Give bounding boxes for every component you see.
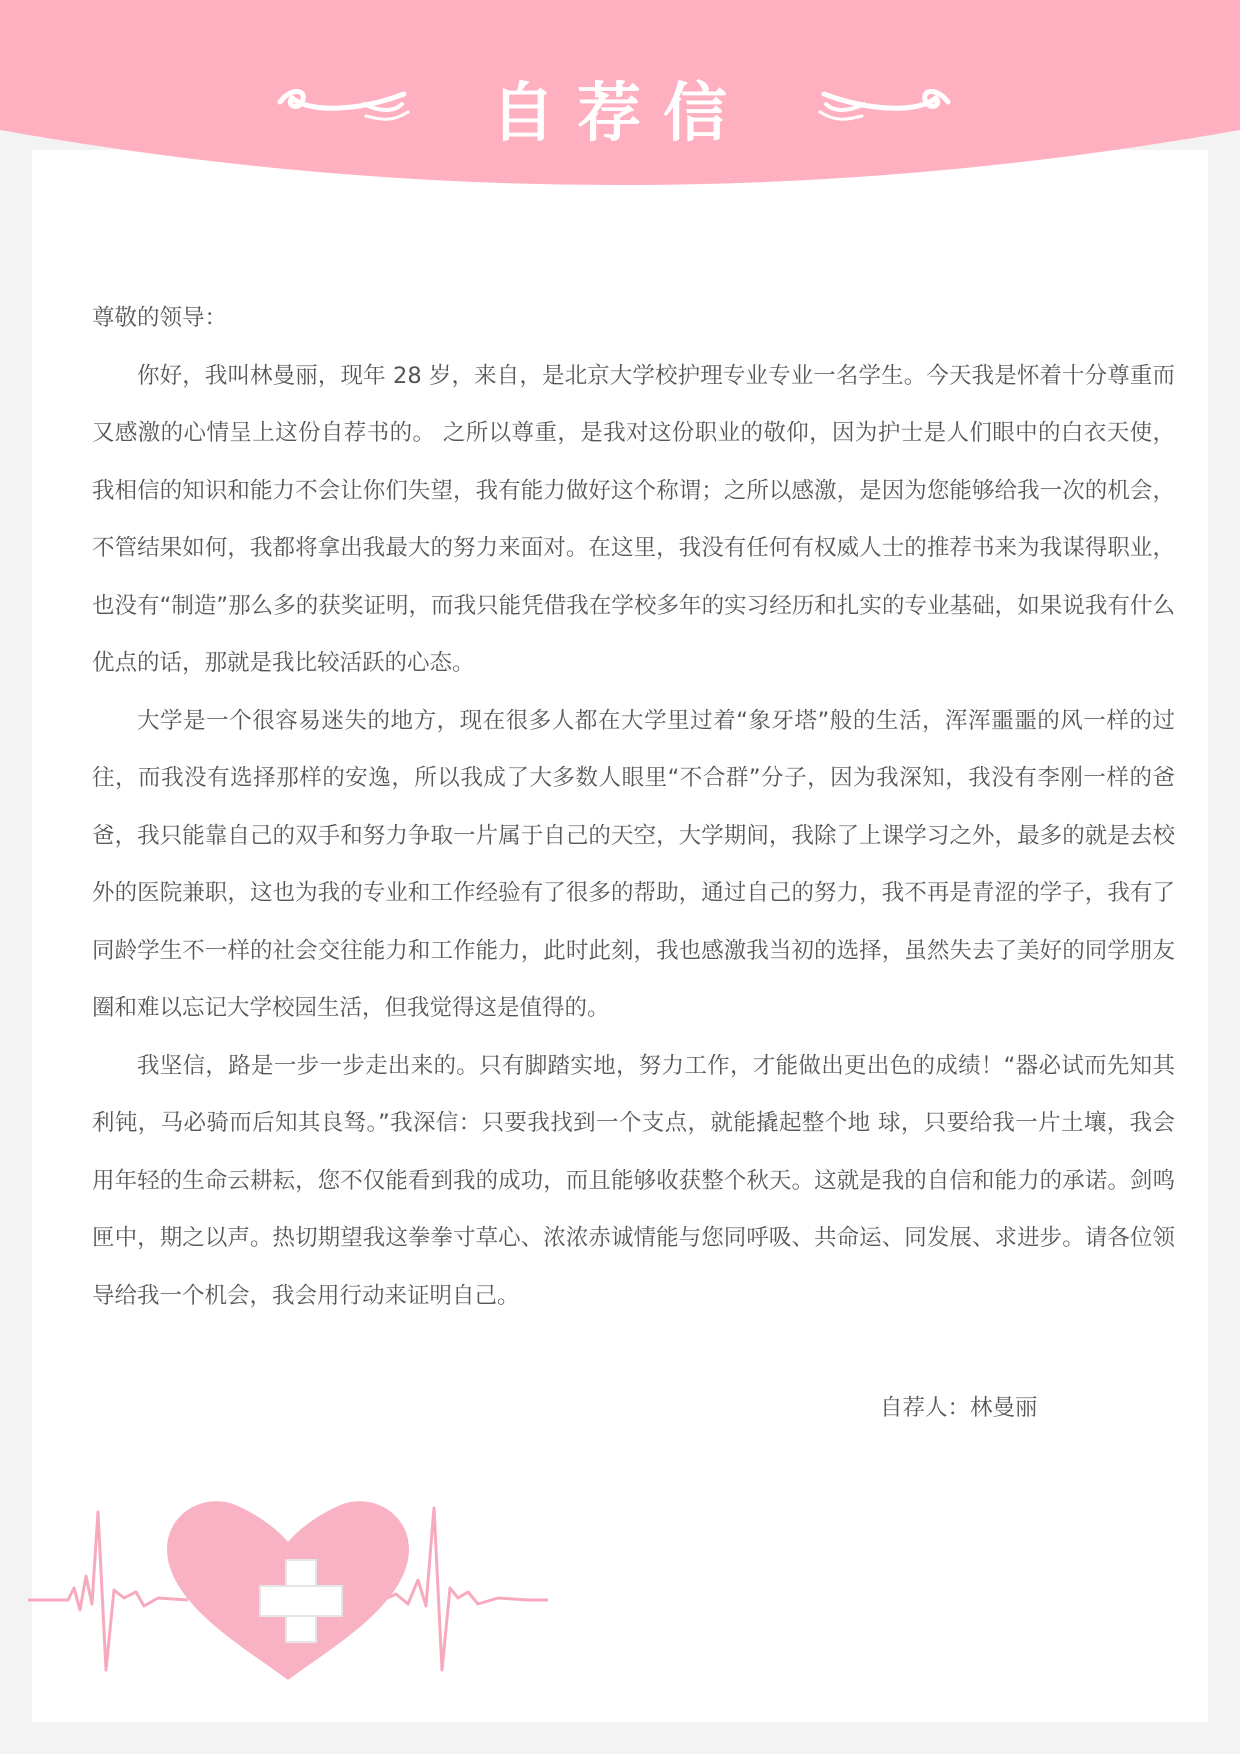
- paragraph-3: 我坚信，路是一步一步走出来的。只有脚踏实地，努力工作，才能做出更出色的成绩！“器必试而先知其利钝，马必骑而后知其良驽。”我深信：只要我找到一个支点，就能撬起整个地 球，只要给我一片土壤，我会用年轻的生命云耕耘，您不仅能看到我的成功，而且能够收获整个秋天。这就是我的自信和能力的承诺。剑鸣匣中，期之以声。热切期望我这拳拳寸草心、浓浓赤诚情能与您同呼吸、共命运、同发展、求进步。请各位领导给我一个机会，我会用行动来证明自己。: [92, 1052, 1175, 1309]
- left-flourish-icon: [272, 80, 412, 130]
- right-flourish-icon: [816, 80, 956, 130]
- signature: 自荐人：林曼丽: [880, 1395, 1038, 1421]
- paragraph-1: 你好，我叫林曼丽，现年 28 岁，来自，是北京大学校护理专业专业一名学生。今天我是怀着十分尊重而又感激的心情呈上这份自荐书的。 之所以尊重，是我对这份职业的敬仰，因为护士是人们眼中的白衣天使，我相信的知识和能力不会让你们失望，我有能力做好这个称谓；之所以感激，是因为您能够给我一次的机会，不管结果如何，我都将拿出我最大的努力来面对。在这里，我没有任何有权威人士的推荐书来为我谋得职业，也没有“制造”那么多的获奖证明，而我只能凭借我在学校多年的实习经历和扎实的专业基础，如果说我有什么优点的话，那就是我比较活跃的心态。: [92, 362, 1175, 676]
- letter-body: [92, 290, 1175, 1325]
- paragraph-2: 大学是一个很容易迷失的地方，现在很多人都在大学里过着“象牙塔”般的生活，浑浑噩噩的风一样的过往，而我没有选择那样的安逸，所以我成了大多数人眼里“不合群”分子，因为我深知，我没有李刚一样的爸爸，我只能靠自己的双手和努力争取一片属于自己的天空，大学期间，我除了上课学习之外，最多的就是去校外的医院兼职，这也为我的专业和工作经验有了很多的帮助，通过自己的努力，我不再是青涩的学子，我有了同龄学生不一样的社会交往能力和工作能力，此时此刻，我也感激我当初的选择，虽然失去了美好的同学朋友圈和难以忘记大学校园生活，但我觉得这是值得的。: [92, 707, 1175, 1021]
- salutation: 尊敬的领导：: [92, 305, 228, 331]
- heart-cross-icon: [28, 1480, 548, 1700]
- page-title: 自荐信: [491, 77, 749, 151]
